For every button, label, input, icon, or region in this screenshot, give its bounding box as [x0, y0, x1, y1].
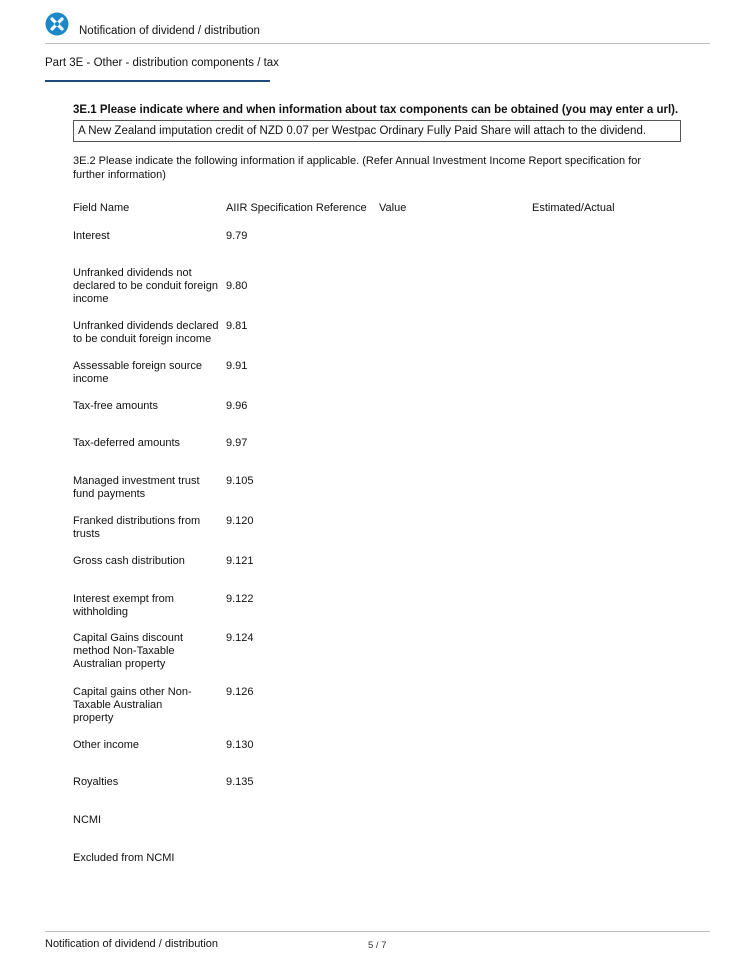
row-field-name: NCMI — [73, 814, 102, 826]
column-header-aiir-reference: AIIR Specification Reference — [226, 202, 367, 214]
row-field-name: Interest — [73, 230, 110, 242]
row-aiir-reference: 9.124 — [226, 632, 254, 644]
page-number: 5 / 7 — [368, 940, 387, 951]
column-header-field-name: Field Name — [73, 202, 130, 214]
row-field-name: Assessable foreign source income — [73, 360, 203, 385]
row-field-name: Tax-deferred amounts — [73, 437, 180, 449]
row-field-name: Excluded from NCMI — [73, 852, 175, 864]
part-title: Part 3E - Other - distribution components / tax — [45, 57, 279, 69]
row-aiir-reference: 9.120 — [226, 515, 254, 527]
row-field-name: Royalties — [73, 776, 119, 788]
header-divider — [45, 43, 710, 44]
row-field-name: Interest exempt from withholding — [73, 593, 174, 618]
row-aiir-reference: 9.135 — [226, 776, 254, 788]
row-aiir-reference: 9.97 — [226, 437, 248, 449]
row-aiir-reference: 9.126 — [226, 686, 254, 698]
row-field-name: Managed investment trust fund payments — [73, 475, 200, 500]
row-aiir-reference: 9.80 — [226, 280, 248, 292]
row-aiir-reference: 9.91 — [226, 360, 248, 372]
footer-divider — [45, 931, 710, 932]
question-3e1-answer: A New Zealand imputation credit of NZD 0.07 per Westpac Ordinary Fully Paid Share will attach to the dividend. — [73, 120, 681, 142]
row-field-name: Unfranked dividends not declared to be conduit foreign income — [73, 267, 218, 305]
row-field-name: Gross cash distribution — [73, 555, 185, 567]
row-field-name: Capital gains other Non-Taxable Australian property — [73, 686, 192, 724]
footer-title: Notification of dividend / distribution — [45, 938, 219, 950]
column-header-estimated-actual: Estimated/Actual — [532, 202, 615, 214]
question-3e2-label: 3E.2 Please indicate the following information if applicable. (Refer Annual Investment Income Report specification for further information) — [73, 155, 642, 181]
row-field-name: Other income — [73, 739, 140, 751]
row-aiir-reference: 9.79 — [226, 230, 248, 242]
row-field-name: Tax-free amounts — [73, 400, 158, 412]
row-field-name: Franked distributions from trusts — [73, 515, 201, 540]
row-aiir-reference: 9.122 — [226, 593, 254, 605]
row-aiir-reference: 9.96 — [226, 400, 248, 412]
asx-logo-icon — [45, 12, 69, 36]
row-aiir-reference: 9.121 — [226, 555, 254, 567]
row-field-name: Unfranked dividends declared to be conduit foreign income — [73, 320, 219, 345]
part-title-underline — [45, 80, 270, 82]
row-field-name: Capital Gains discount method Non-Taxable Australian property — [73, 632, 184, 670]
row-aiir-reference: 9.81 — [226, 320, 248, 332]
row-aiir-reference: 9.105 — [226, 475, 254, 487]
header-title: Notification of dividend / distribution — [79, 25, 260, 37]
question-3e1-label: 3E.1 Please indicate where and when information about tax components can be obtained (you may enter a url). — [73, 104, 679, 116]
row-aiir-reference: 9.130 — [226, 739, 254, 751]
column-header-value: Value — [379, 202, 407, 214]
